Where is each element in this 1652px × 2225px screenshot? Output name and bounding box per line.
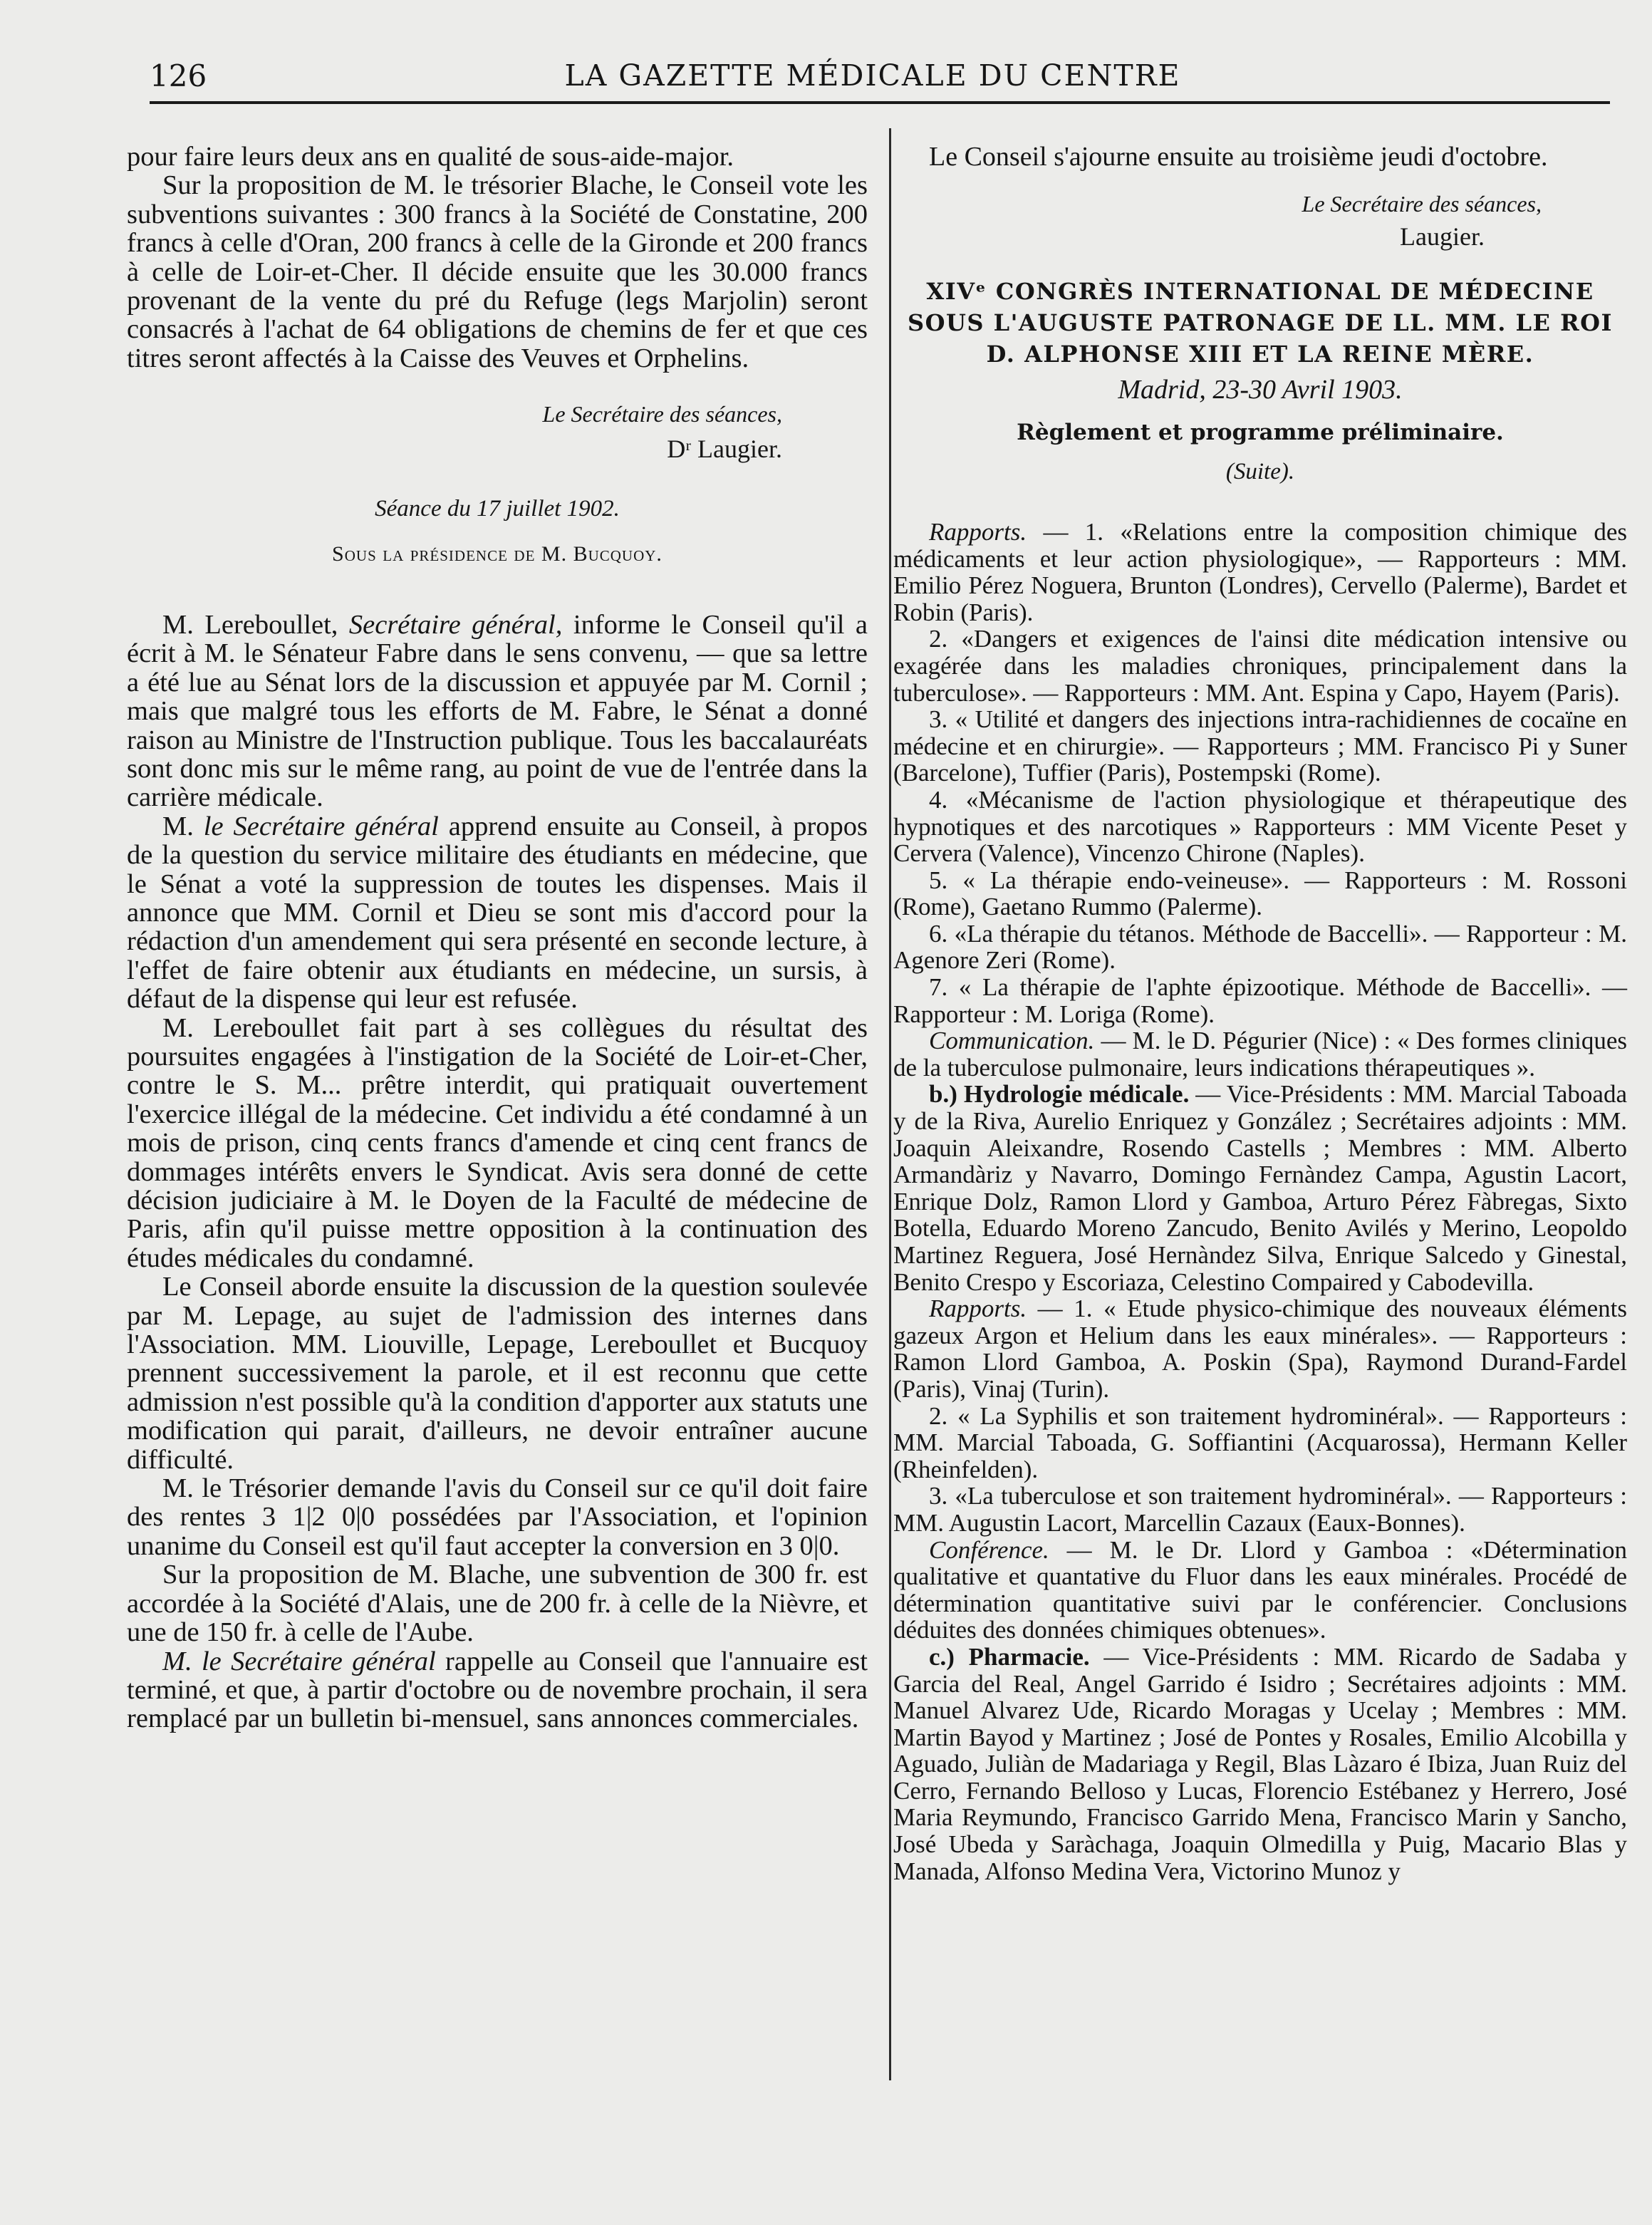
page-header: [150, 58, 1596, 98]
paragraph: M. Lereboullet fait part à ses collègues du résultat des poursuites engagées à l'instigation de la Société de Loir-et-Cher, contre le S. M... prêtre interdit, qui pratiquait ouvertement l'exercice illégal de la médecine. Cet individu a été condamné à un mois de prison, cinq cents francs d'amende et cinq cent francs de dommages intérêts envers le Syndicat. Avis sera donné de cette décision judiciaire à M. le Doyen de la Faculté de médecine de Paris, afin qu'il puisse mettre opposition à la continuation des études médicales du condamné.: [127, 1012, 868, 1273]
label-text: Rapports.: [929, 1295, 1027, 1323]
list-item: 5. « La thérapie endo-veineuse». — Rapporteurs : M. Rossoni (Rome), Gaetano Rummo (Palerme).: [893, 866, 1627, 921]
section-label: c.) Pharmacie.: [929, 1642, 1090, 1671]
paragraph: [893, 519, 1627, 626]
section-label: b.) Hydrologie médicale.: [929, 1080, 1190, 1109]
journal-title: LA GAZETTE MÉDICALE DU CENTRE: [564, 58, 1181, 93]
name-text: M. Lereboullet,: [162, 609, 349, 640]
label-text: Rapports.: [929, 517, 1027, 546]
paragraph: [893, 1081, 1627, 1295]
list-item: 7. « La thérapie de l'aphte épizootique. Méthode de Baccelli». — Rapporteur : M. Loriga (Rome).: [893, 973, 1627, 1028]
signature-label: Le Secrétaire des séances,: [1302, 191, 1542, 217]
body-text: rappelle au Conseil que l'annuaire est terminé, et que, à partir d'octobre ou de novembre prochain, il sera remplacé par un bulletin bi-mensuel, sans annonces commerciales.: [127, 1646, 868, 1734]
body-text: — M. le Dr. Llord y Gamboa : «Détermination qualitative et quantative du Fluor dans les eaux minérales. Procédé de détermination quantitative suivi par le conférencier. Conclusions déduites des données chimiques obtenues».: [893, 1535, 1627, 1644]
session-heading: Séance du 17 juillet 1902.: [375, 496, 620, 522]
body-text: — M. le D. Pégurier (Nice) : « Des formes cliniques de la tuberculose pulmonaire, leurs indications thérapeutiques ».: [893, 1027, 1627, 1082]
body-text: — 1. «Relations entre la composition chimique des médicaments et leur action physiologique», — Rapporteurs : MM. Emilio Pérez Noguera, Brunton (Londres), Cervello (Palerme), Bardet et Robin (Paris).: [893, 517, 1627, 626]
label-text: Communication.: [929, 1027, 1095, 1055]
body-text: — Vice-Présidents : MM. Marcial Taboada y de la Riva, Aurelio Enriquez y González ; Secrétaires adjoints : MM. Joaquin Aleixandre, Rosendo Castells ; Membres : MM. Alberto Armandàriz y Navarro, Domingo Fernàndez Campa, Agustin Lacort, Enrique Dolz, Ramon Llord y Gamboa, Arturo Pérez Fàbregas, Sixto Botella, Eduardo Moreno Zancudo, Benito Avilés y Merino, Leopoldo Martinez Reguera, José Hernàndez Silva, Enrique Salcedo y Ginestal, Benito Crespo y Escoriaza, Celestino Compaired y Cabodevilla.: [893, 1080, 1627, 1296]
paragraph: [893, 1295, 1627, 1402]
list-item: 3. «La tuberculose et son traitement hydrominéral». — Rapporteurs : MM. Augustin Lacort, Marcellin Cazaux (Eaux-Bonnes).: [893, 1482, 1627, 1537]
list-item: 2. «Dangers et exigences de l'ainsi dite médication intensive ou exagérée dans les maladies chroniques, principalement dans la tuberculose». — Rapporteurs : MM. Ant. Espina y Capo, Hayem (Paris).: [893, 625, 1627, 707]
paragraph: M. le Trésorier demande l'avis du Conseil sur ce qu'il doit faire des rentes 3 1|2 0|0 possédées par l'Association, et l'opinion unanime du Conseil est qu'il faut accepter la conversion en 3 0|0.: [127, 1473, 868, 1561]
left-column: [127, 142, 868, 1733]
list-item: 2. « La Syphilis et son traitement hydrominéral». — Rapporteurs : MM. Marcial Taboada, G. Soffiantini (Acquarossa), Hermann Keller (Rheinfelden).: [893, 1401, 1627, 1483]
body-text: — Vice-Présidents : MM. Ricardo de Sadaba y Garcia del Real, Angel Garrido é Isidro ; Secrétaires adjoints : MM. Manuel Alvarez Ude, Ricardo Moragas y Ucelay ; Membres : MM. Martin Bayod y Martinez ; José de Pontes y Rosales, Emilio Alcobilla y Aguado, Juliàn de Madariaga y Regil, Blas Làzaro é Ibiza, Juan Ruiz del Cerro, Fernando Belloso y Lucas, Florencio Estébanez y Herrero, José Maria Reymundo, Francisco Garrido Mena, Francisco Marin y Sancho, José Ubeda y Saràchaga, Joaquin Olmedilla y Puig, Macario Blas y Manada, Alfonso Medina Vera, Victorino Munoz y: [893, 1642, 1627, 1885]
paragraph: [127, 1647, 868, 1733]
signature-name: Laugier.: [1400, 222, 1485, 251]
congress-title: XIVᵉ CONGRÈS INTERNATIONAL DE MÉDECINE SOUS L'AUGUSTE PATRONAGE DE LL. MM. LE ROI D. ALPHONSE XIII ET LA REINE MÈRE.: [907, 278, 1614, 368]
list-item: 4. «Mécanisme de l'action physiologique et thérapeutique des hypnotiques et des narcotiques » Rapporteurs : MM Vicente Peset y Cervera (Valence), Vincenzo Chirone (Naples).: [893, 785, 1627, 868]
paragraph: Sur la proposition de M. le trésorier Blache, le Conseil vote les subventions suivantes : 300 francs à la Société de Constatine, 200 francs à celle d'Oran, 200 francs à celle de la Gironde et 200 francs à celle de Loir-et-Cher. Il décide ensuite que les 30.000 francs provenant de la vente du pré du Refuge (legs Marjolin) seront consacrés à l'achat de 64 obligations de chemins de fer et que ces titres seront affectés à la Caisse des Veuves et Orphelins.: [127, 170, 868, 373]
paragraph: [127, 812, 868, 1014]
paragraph: Le Conseil aborde ensuite la discussion de la question soulevée par M. Lepage, au sujet de l'admission des internes dans l'Association. MM. Liouville, Lepage, Lereboullet et Bucquoy prennent successivement la parole, et il est reconnu que cette admission n'est possible qu'à la condition d'apporter aux statuts une modification qui parait, d'ailleurs, ne devoir entraîner aucune difficulté.: [127, 1272, 868, 1475]
paragraph: [127, 611, 868, 812]
congress-date: Madrid, 23-30 Avril 1903.: [1118, 375, 1403, 405]
body-text: — 1. « Etude physico-chimique des nouveaux éléments gazeux Argon et Helium dans les eaux minérales». — Rapporteurs : Ramon Llord Gamboa, A. Poskin (Spa), Raymond Durand-Fardel (Paris), Vinaj (Turin).: [893, 1295, 1627, 1403]
paragraph: pour faire leurs deux ans en qualité de sous-aide-major.: [127, 142, 734, 172]
page-number: 126: [150, 58, 207, 93]
section-heading: Règlement et programme préliminaire.: [1017, 419, 1504, 445]
paragraph: Le Conseil s'ajourne ensuite au troisième jeudi d'octobre.: [929, 142, 1548, 172]
list-item: 3. « Utilité et dangers des injections intra-rachidiennes de cocaïne en médecine et en chirurgie». — Rapporteurs ; MM. Francisco Pi y Suner (Barcelone), Tuffier (Paris), Postempski (Rome).: [893, 705, 1627, 787]
paragraph: [893, 1537, 1627, 1644]
body-text: apprend ensuite au Conseil, à propos de la question du service militaire des étudiants en médecine, que le Sénat a voté la suppression de toutes les dispenses. Mais il annonce que MM. Cornil et Dieu se sont mis d'accord pour la rédaction d'un amendement qui sera présenté en seconde lecture, à l'effet de faire obtenir aux étudiants en médecine, un sursis, à défaut de la dispense qui leur est refusée.: [127, 811, 868, 1015]
signature-label: Le Secrétaire des séances,: [542, 401, 782, 427]
header-rule: [150, 101, 1610, 104]
body-text: informe le Conseil qu'il a écrit à M. le Sénateur Fabre dans le sens convenu, — que sa lettre a été lue au Sénat lors de la discussion et appuyée par M. Cornil ; mais que malgré tous les efforts de M. Fabre, le Sénat a donné raison au Ministre de l'Instruction publique. Tous les baccalauréats sont donc mis sur le même rang, au point de vue de l'entrée dans la carrière médicale.: [127, 609, 868, 813]
continued-note: (Suite).: [1225, 459, 1295, 485]
paragraph: [893, 1027, 1627, 1081]
prefix-text: M.: [162, 811, 204, 841]
right-column: [893, 142, 1627, 1884]
signature-name: Dʳ Laugier.: [667, 434, 782, 463]
paragraph: Sur la proposition de M. Blache, une subvention de 300 fr. est accordée à la Société d'Alais, une de 200 fr. à celle de la Nièvre, et une de 150 fr. à celle de l'Aube.: [127, 1560, 868, 1648]
list-item: 6. «La thérapie du tétanos. Méthode de Baccelli». — Rapporteur : M. Agenore Zeri (Rome).: [893, 919, 1627, 975]
presidency-line: Sous la présidence de M. Bucquoy.: [332, 542, 663, 566]
column-divider: [889, 128, 891, 2080]
role-text: Secrétaire général,: [348, 609, 563, 640]
label-text: Conférence.: [929, 1535, 1049, 1564]
paragraph: [893, 1644, 1627, 1884]
role-text: le Secrétaire général: [203, 811, 439, 841]
role-text: M. le Secrétaire général: [162, 1646, 436, 1676]
